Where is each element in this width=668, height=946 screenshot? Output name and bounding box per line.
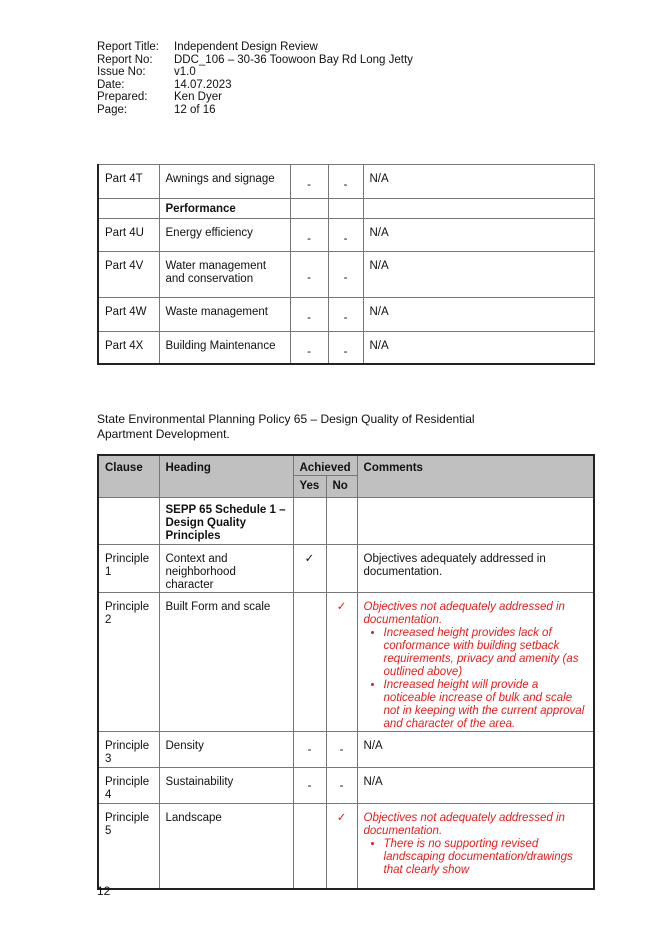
comment-cell: [357, 803, 594, 889]
section-heading: Performance: [159, 199, 290, 219]
yes-cell: [293, 592, 326, 731]
comment-cell: N/A: [357, 731, 594, 767]
comment-cell: N/A: [363, 165, 595, 199]
header-label: Report Title:: [97, 41, 159, 53]
clause-cell: Part 4X: [98, 332, 159, 364]
yes-cell: -: [290, 298, 328, 332]
clause-cell: Principle 4: [98, 767, 159, 803]
yes-cell: [290, 199, 328, 219]
no-check-icon: ✓: [326, 592, 357, 731]
yes-cell: -: [290, 252, 328, 298]
header-row: [98, 455, 594, 475]
comment-text: Objectives not adequately addressed in documentation.: [363, 811, 565, 837]
heading-cell: Context and neighborhood character: [159, 544, 293, 592]
clause-cell: Principle 2: [98, 592, 159, 731]
page-number: 12: [97, 884, 111, 898]
heading-cell: Landscape: [159, 803, 293, 889]
comment-cell: N/A: [363, 298, 595, 332]
header-value: 14.07.2023: [174, 78, 232, 91]
no-cell: [326, 544, 357, 592]
header-label: Date:: [97, 78, 125, 91]
clause-cell: [98, 199, 159, 219]
comment-text: Objectives not adequately addressed in documentation.: [363, 600, 565, 626]
comment-cell: N/A: [363, 252, 595, 298]
heading-cell: Energy efficiency: [159, 219, 290, 252]
heading-cell: Awnings and signage: [159, 165, 290, 199]
yes-cell: -: [293, 767, 326, 803]
comment-bullet: • There is no supporting revised landscaping documentation/drawings that clearly show: [384, 838, 587, 877]
header-value: v1.0: [174, 66, 196, 79]
table-row: [98, 767, 594, 803]
table-row: [98, 298, 595, 332]
comment-bullet: • Increased height provides lack of conformance with building setback requirements, privacy and amenity (as outlined above): [384, 627, 587, 679]
table-row: [98, 165, 595, 199]
clause-cell: Principle 3: [98, 731, 159, 767]
yes-cell: [293, 803, 326, 889]
section-row: [98, 497, 594, 544]
table-row: [98, 592, 594, 731]
clause-cell: Principle 5: [98, 803, 159, 889]
heading-cell: Building Maintenance: [159, 332, 290, 364]
clause-cell: Part 4U: [98, 219, 159, 252]
no-cell: [328, 199, 363, 219]
col-header-yes: Yes: [293, 475, 326, 497]
no-cell: -: [328, 298, 363, 332]
no-check-icon: ✓: [326, 803, 357, 889]
comment-cell: N/A: [363, 332, 595, 364]
table-row: [98, 544, 594, 592]
yes-cell: -: [290, 165, 328, 199]
yes-cell: -: [293, 731, 326, 767]
report-header: [97, 41, 413, 117]
col-header-achieved: Achieved: [293, 455, 357, 475]
header-label: Report No:: [97, 53, 153, 66]
header-value: DDC_106 – 30-36 Toowoon Bay Rd Long Jetty: [174, 53, 413, 66]
no-cell: -: [328, 219, 363, 252]
table-row: [98, 252, 595, 298]
clause-cell: Part 4W: [98, 298, 159, 332]
heading-cell: Density: [159, 731, 293, 767]
yes-cell: -: [290, 219, 328, 252]
header-label: Prepared:: [97, 91, 148, 104]
col-header-comments: Comments: [357, 455, 594, 497]
col-header-clause: Clause: [98, 455, 159, 497]
yes-cell: -: [290, 332, 328, 364]
header-value: Independent Design Review: [174, 41, 318, 53]
comment-bullet: • Increased height will provide a noticeable increase of bulk and scale not in keeping with the current approval and character of the area.: [384, 679, 587, 731]
heading-cell: Sustainability: [159, 767, 293, 803]
section-heading: SEPP 65 Schedule 1 – Design Quality Principles: [159, 497, 293, 544]
header-label: Page:: [97, 103, 128, 116]
yes-check-icon: ✓: [293, 544, 326, 592]
comment-cell: [363, 199, 595, 219]
intro-paragraph: State Environmental Planning Policy 65 – Design Quality of Residential Apartment Development.: [97, 412, 475, 441]
comment-cell: Objectives adequately addressed in documentation.: [357, 544, 594, 592]
no-cell: -: [328, 332, 363, 364]
col-header-no: No: [326, 475, 357, 497]
clause-cell: Principle 1: [98, 544, 159, 592]
header-value: 12 of 16: [174, 103, 216, 116]
header-value: Ken Dyer: [174, 91, 222, 104]
comment-cell: [357, 592, 594, 731]
header-label: Issue No:: [97, 66, 146, 79]
clause-cell: Part 4V: [98, 252, 159, 298]
col-header-heading: Heading: [159, 455, 293, 497]
clause-cell: Part 4T: [98, 165, 159, 199]
heading-cell: Waste management: [159, 298, 290, 332]
section-row: [98, 199, 595, 219]
sepp65-table: [97, 454, 595, 890]
comment-cell: N/A: [357, 767, 594, 803]
compliance-table-part4: [97, 164, 595, 365]
table-row: [98, 731, 594, 767]
no-cell: -: [326, 731, 357, 767]
comment-cell: N/A: [363, 219, 595, 252]
no-cell: -: [328, 252, 363, 298]
heading-cell: Water management and conservation: [159, 252, 290, 298]
table-row: [98, 219, 595, 252]
no-cell: -: [326, 767, 357, 803]
table-row: [98, 803, 594, 889]
heading-cell: Built Form and scale: [159, 592, 293, 731]
no-cell: -: [328, 165, 363, 199]
table-row: [98, 332, 595, 364]
